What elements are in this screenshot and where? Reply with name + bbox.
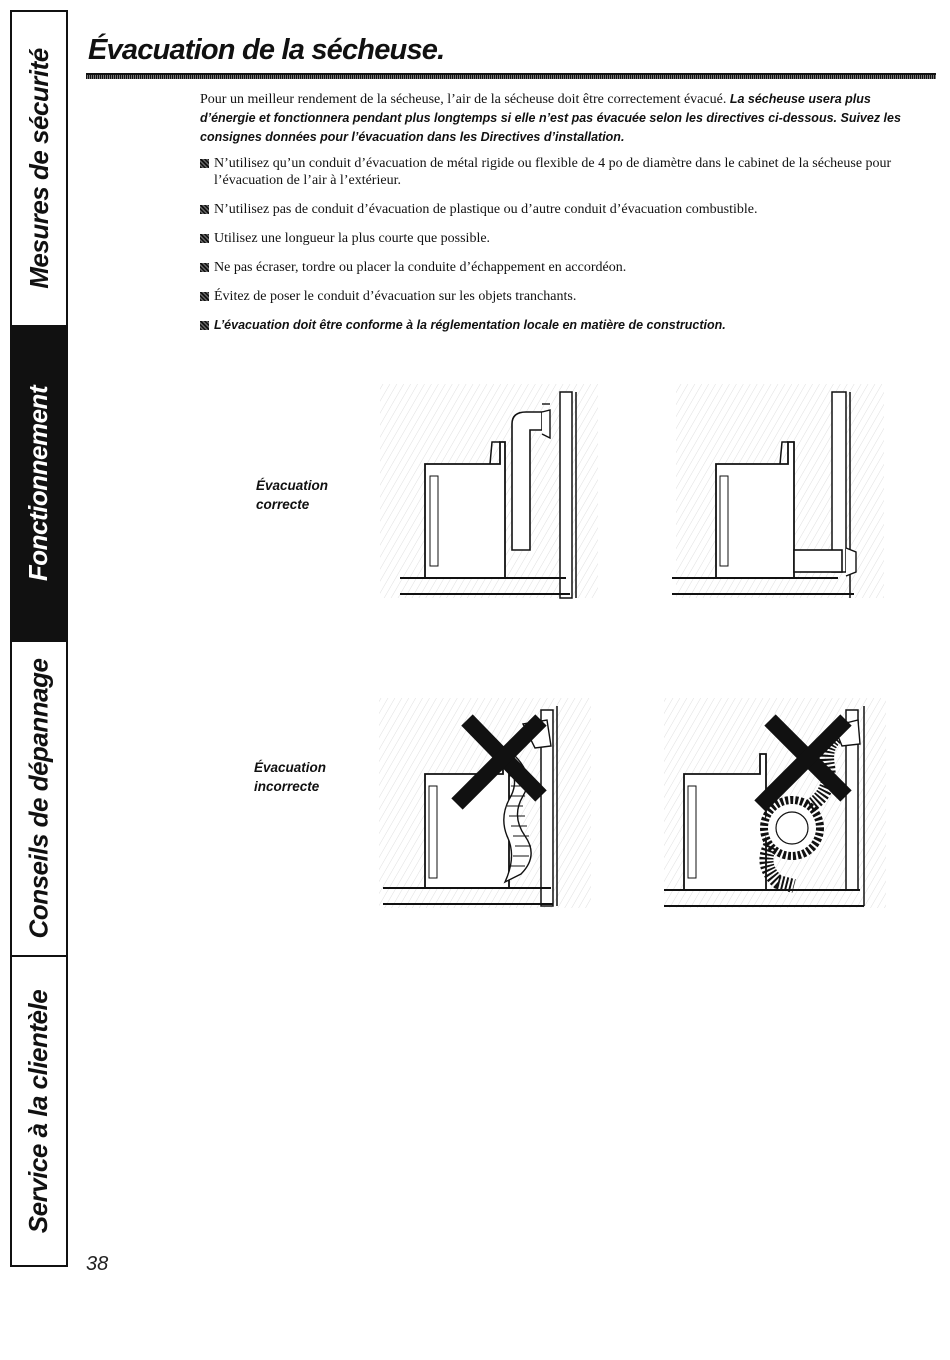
- bullet-square-icon: [200, 321, 209, 330]
- bullet-square-icon: [200, 205, 209, 214]
- list-item: [200, 230, 920, 247]
- page-number: 38: [86, 1253, 109, 1275]
- correct-vent-diagram-1: [370, 382, 600, 602]
- incorrect-vent-diagram-2: [660, 696, 890, 912]
- list-item-text: Évitez de poser le conduit d’évacuation sur les objets tranchants.: [214, 289, 577, 304]
- tab-label: Mesures de sécurité: [23, 48, 54, 289]
- bullet-square-icon: [200, 263, 209, 272]
- correct-vent-diagram-2: [668, 382, 898, 602]
- list-item-text: N’utilisez pas de conduit d’évacuation de plastique ou d’autre conduit d’évacuation combustible.: [214, 202, 758, 217]
- list-item: [200, 155, 920, 189]
- intro-paragraph: [200, 90, 920, 147]
- list-item-text: Utilisez une longueur la plus courte que possible.: [214, 231, 491, 246]
- sidebar-tabs: [10, 10, 68, 1267]
- intro-bold-text: La sécheuse usera plus d’énergie et fonctionnera pendant plus longtemps si elle n’est pas évacuée selon les directives ci-dessous. Suivez les consignes données pour l’évacuation dans les Directives d’installation.: [200, 92, 901, 144]
- list-item: [200, 288, 920, 305]
- title-underline: [86, 73, 936, 79]
- figure-label-correct: Évacuation correcte: [256, 478, 329, 512]
- tab-label: Fonctionnement: [23, 385, 54, 582]
- tab-fonctionnement[interactable]: [12, 325, 66, 640]
- instruction-list: [200, 155, 920, 346]
- bullet-square-icon: [200, 159, 209, 168]
- list-item: [200, 317, 920, 334]
- list-item-text: N’utilisez qu’un conduit d’évacuation de métal rigide ou flexible de 4 po de diamètre dans le cabinet de la sécheuse pour l’évacuation de l’air à l’extérieur.: [214, 156, 892, 188]
- list-item-text: Ne pas écraser, tordre ou placer la conduite d’échappement en accordéon.: [214, 260, 627, 275]
- tab-service-a-la-clientele[interactable]: [12, 955, 66, 1265]
- list-item: [200, 259, 920, 276]
- tab-label: Service à la clientèle: [23, 989, 54, 1233]
- tab-label: Conseils de dépannage: [23, 658, 54, 939]
- list-item: [200, 201, 920, 218]
- list-item-text: L’évacuation doit être conforme à la réglementation locale en matière de construction.: [214, 318, 726, 332]
- intro-regular-text: Pour un meilleur rendement de la sécheuse, l’air de la sécheuse doit être correctement évacué.: [200, 92, 730, 107]
- tab-mesures-de-securite[interactable]: [12, 12, 66, 325]
- bullet-square-icon: [200, 292, 209, 301]
- figure-label-incorrect: Évacuation incorrecte: [254, 760, 327, 794]
- bullet-square-icon: [200, 234, 209, 243]
- tab-conseils-de-depannage[interactable]: [12, 640, 66, 955]
- incorrect-vent-diagram-1: [375, 696, 605, 912]
- page-title: Évacuation de la sécheuse.: [88, 34, 445, 66]
